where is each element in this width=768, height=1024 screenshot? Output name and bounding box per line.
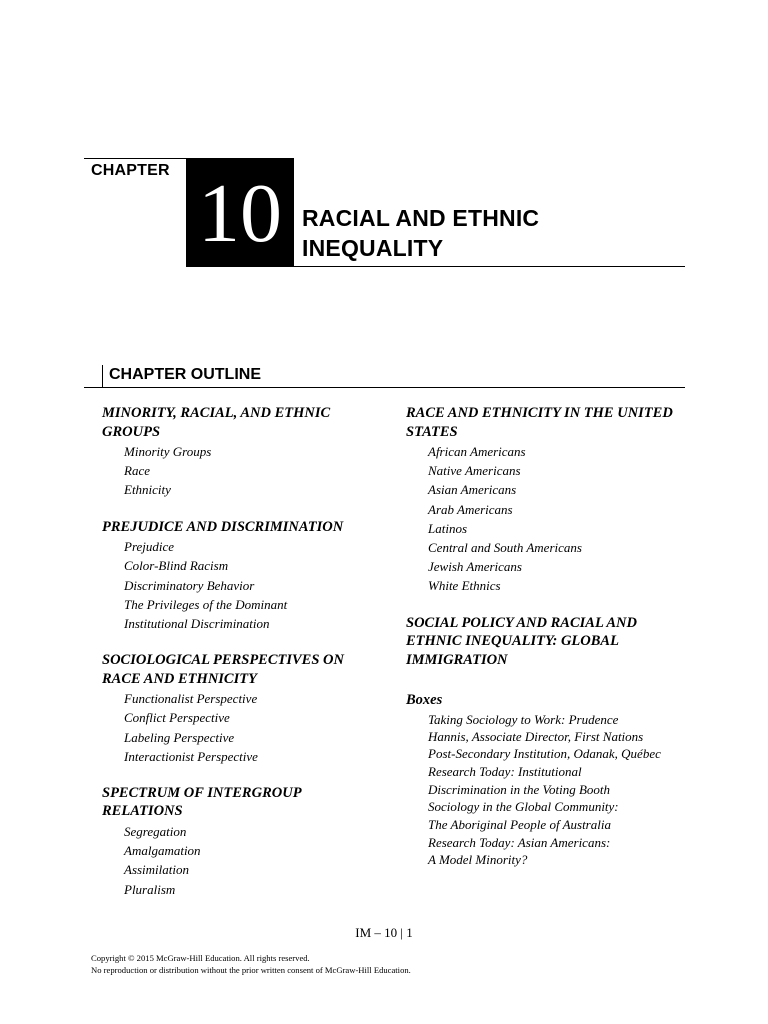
list-item: Color-Blind Racism xyxy=(124,558,229,574)
copyright-line: Copyright © 2015 McGraw-Hill Education. All rights reserved. xyxy=(91,953,310,963)
copyright-line: No reproduction or distribution without the prior written consent of McGraw-Hill Education. xyxy=(91,964,411,975)
box-item-line: A Model Minority? xyxy=(428,852,528,868)
outline-section xyxy=(102,784,384,899)
chapter-title xyxy=(302,203,539,263)
list-item: Arab Americans xyxy=(428,501,513,517)
section-items xyxy=(102,822,384,899)
list-item: Asian Americans xyxy=(428,482,517,498)
page-number: IM – 10 | 1 xyxy=(355,925,413,940)
box-item-line: Research Today: Asian Americans: xyxy=(428,834,611,850)
chapter-top-rule xyxy=(84,158,186,159)
list-item: Central and South Americans xyxy=(428,540,582,556)
list-item: African Americans xyxy=(428,444,526,459)
section-heading: RACE AND ETHNICITY IN THE UNITED STATES xyxy=(406,405,673,440)
list-item: Discriminatory Behavior xyxy=(124,577,255,593)
section-heading: SOCIAL POLICY AND RACIAL AND ETHNIC INEQUALITY: GLOBAL IMMIGRATION xyxy=(406,614,637,668)
list-item: Segregation xyxy=(124,823,187,839)
list-item: The Privileges of the Dominant xyxy=(124,596,288,612)
box-item-line: Discrimination in the Voting Booth xyxy=(428,781,610,797)
section-heading: MINORITY, RACIAL, AND ETHNIC GROUPS xyxy=(102,405,331,440)
list-item: Ethnicity xyxy=(124,482,171,498)
list-item: Institutional Discrimination xyxy=(124,615,270,631)
chapter-title-line2: INEQUALITY xyxy=(302,235,444,261)
section-items xyxy=(102,442,384,500)
section-heading: SOCIOLOGICAL PERSPECTIVES ON RACE AND ETHNICITY xyxy=(102,652,344,687)
box-item-line: Post-Secondary Institution, Odanak, Québec xyxy=(428,746,661,762)
outline-heading: CHAPTER OUTLINE xyxy=(109,366,261,383)
list-item: Interactionist Perspective xyxy=(124,748,258,764)
box-item xyxy=(428,834,696,869)
section-items xyxy=(406,442,696,596)
copyright-notice xyxy=(91,953,411,976)
list-item: Pluralism xyxy=(124,881,176,897)
section-items xyxy=(102,689,384,766)
outline-section xyxy=(102,404,384,500)
chapter-title-line1: RACIAL AND ETHNIC xyxy=(302,205,540,231)
boxes-section xyxy=(406,691,696,868)
box-item-line: Hannis, Associate Director, First Nations xyxy=(428,729,644,745)
boxes-heading: Boxes xyxy=(406,692,443,709)
section-items xyxy=(102,537,384,633)
list-item: Native Americans xyxy=(428,463,521,479)
outline-right-column xyxy=(406,404,696,886)
chapter-number: 10 xyxy=(198,167,282,260)
box-item xyxy=(428,798,696,833)
outline-left-column xyxy=(102,404,384,917)
list-item: Latinos xyxy=(428,520,468,536)
list-item: Assimilation xyxy=(124,862,190,878)
outline-heading-bar xyxy=(102,365,103,387)
list-item: Functionalist Perspective xyxy=(124,691,258,707)
title-underline xyxy=(186,266,685,267)
outline-section xyxy=(102,651,384,766)
outline-section xyxy=(406,614,696,670)
box-item xyxy=(428,763,696,798)
box-item-line: Research Today: Institutional xyxy=(428,764,582,780)
list-item: Jewish Americans xyxy=(428,559,522,575)
list-item: Race xyxy=(124,463,150,479)
list-item: Conflict Perspective xyxy=(124,710,230,726)
list-item: White Ethnics xyxy=(428,578,501,594)
chapter-number-box xyxy=(186,158,294,266)
box-item-line: Taking Sociology to Work: Prudence xyxy=(428,711,619,727)
list-item: Minority Groups xyxy=(124,444,212,459)
list-item: Amalgamation xyxy=(124,843,201,859)
outline-section xyxy=(406,404,696,596)
boxes-items xyxy=(406,711,696,869)
list-item: Prejudice xyxy=(124,539,175,555)
outline-rule xyxy=(84,387,685,388)
chapter-label: CHAPTER xyxy=(91,162,170,179)
box-item-line: Sociology in the Global Community: xyxy=(428,799,619,815)
list-item: Labeling Perspective xyxy=(124,729,235,745)
outline-section xyxy=(102,518,384,634)
box-item-line: The Aboriginal People of Australia xyxy=(428,816,611,832)
box-item xyxy=(428,711,696,763)
section-heading: PREJUDICE AND DISCRIMINATION xyxy=(102,518,344,535)
section-heading: SPECTRUM OF INTERGROUP RELATIONS xyxy=(102,784,302,820)
